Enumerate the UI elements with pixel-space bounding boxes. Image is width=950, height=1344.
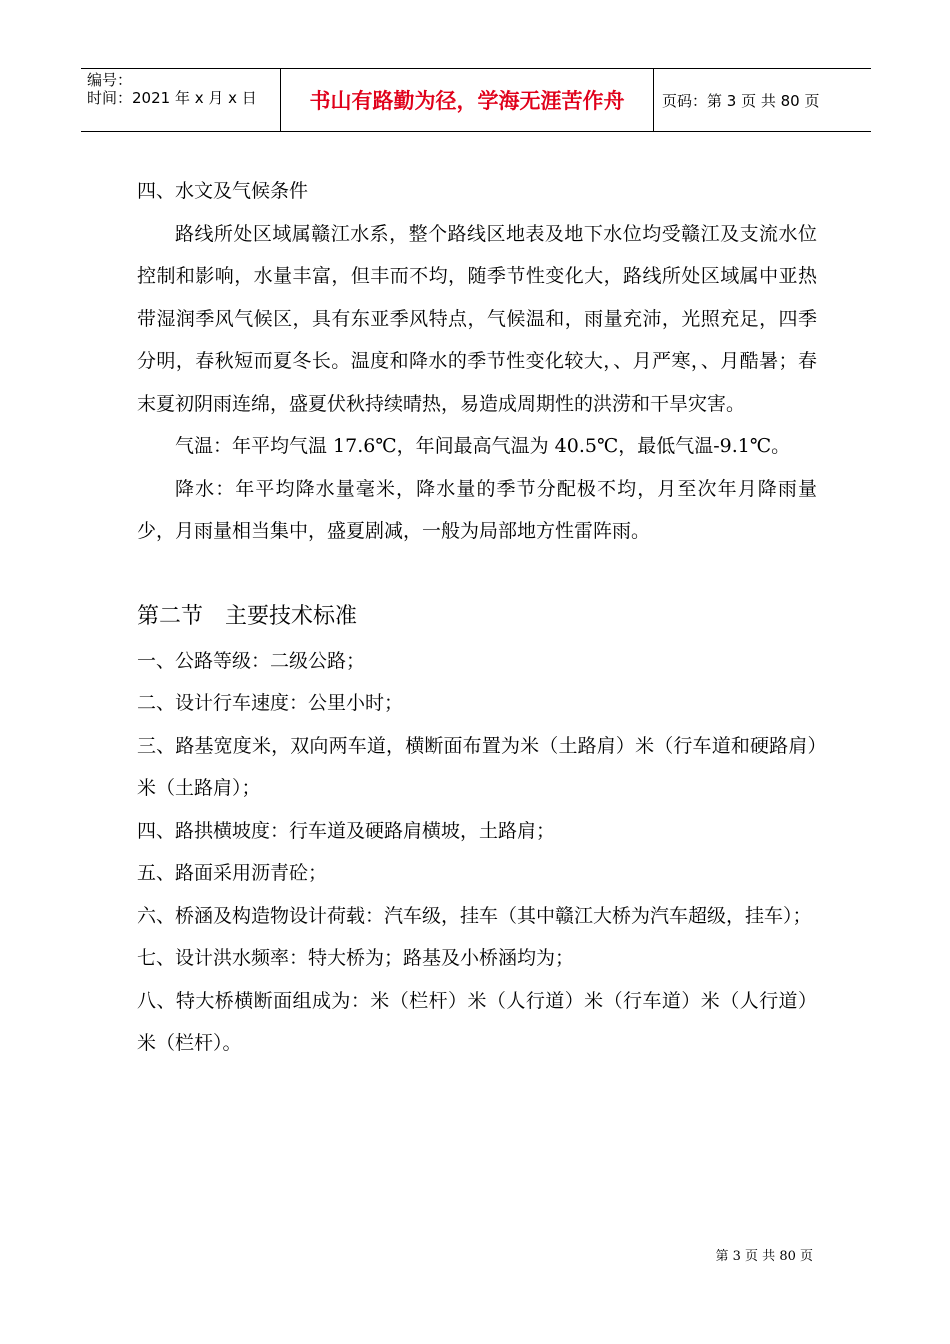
standard-item: 三、路基宽度米，双向两车道，横断面布置为米（土路肩）米（行车道和硬路肩）米（土路肩）；	[137, 734, 817, 799]
document-date-label: 时间：2021 年 x 月 x 日	[87, 89, 257, 107]
standard-item: 六、桥涵及构造物设计荷载：汽车级，挂车（其中赣江大桥为汽车超级，挂车）；	[137, 904, 812, 927]
standard-item: 一、公路等级：二级公路；	[137, 649, 366, 672]
paragraph-temperature: 气温：年平均气温 17.6℃，年间最高气温为 40.5℃，最低气温-9.1℃。	[175, 435, 791, 457]
header-motto: 书山有路勤为径，学海无涯苦作舟	[281, 69, 654, 131]
standard-item: 七、设计洪水频率：特大桥为；路基及小桥涵均为；	[137, 947, 575, 969]
heading-hydrology-climate: 四、水文及气候条件	[137, 180, 309, 202]
standard-item: 八、特大桥横断面组成为：米（栏杆）米（人行道）米（行车道）米（人行道）米（栏杆）。	[137, 989, 817, 1054]
page-footer: 第 3 页 共 80 页	[715, 1249, 813, 1264]
standard-item: 二、设计行车速度：公里小时；	[137, 692, 404, 714]
standard-item: 五、路面采用沥青砼；	[137, 862, 328, 884]
paragraph-precipitation: 降水：年平均降水量毫米，降水量的季节分配极不均，月至次年月降雨量少，月雨量相当集中，盛夏剧减，一般为局部地方性雷阵雨。	[137, 477, 817, 542]
header-page-number: 页码：第 3 页 共 80 页	[662, 91, 820, 110]
header-meta	[81, 69, 281, 131]
page-header	[81, 68, 871, 132]
paragraph-hydrology: 路线所处区域属赣江水系，整个路线区地表及地下水位均受赣江及支流水位控制和影响，水量丰富，但丰而不均，随季节性变化大，路线所处区域属中亚热带湿润季风气候区，具有东亚季风特点，气候温和，雨量充沛，光照充足，四季分明，春秋短而夏冬长。温度和降水的季节性变化较大，、月严寒，、月酷暑；春末夏初阴雨连绵，盛夏伏秋持续晴热，易造成周期性的洪涝和干旱灾害。	[137, 222, 817, 415]
standard-item: 四、路拱横坡度：行车道及硬路肩横坡，土路肩；	[137, 819, 556, 842]
section-title: 第二节 主要技术标准	[137, 603, 358, 629]
document-number-label: 编号：	[87, 71, 133, 89]
document-body	[137, 170, 817, 1065]
